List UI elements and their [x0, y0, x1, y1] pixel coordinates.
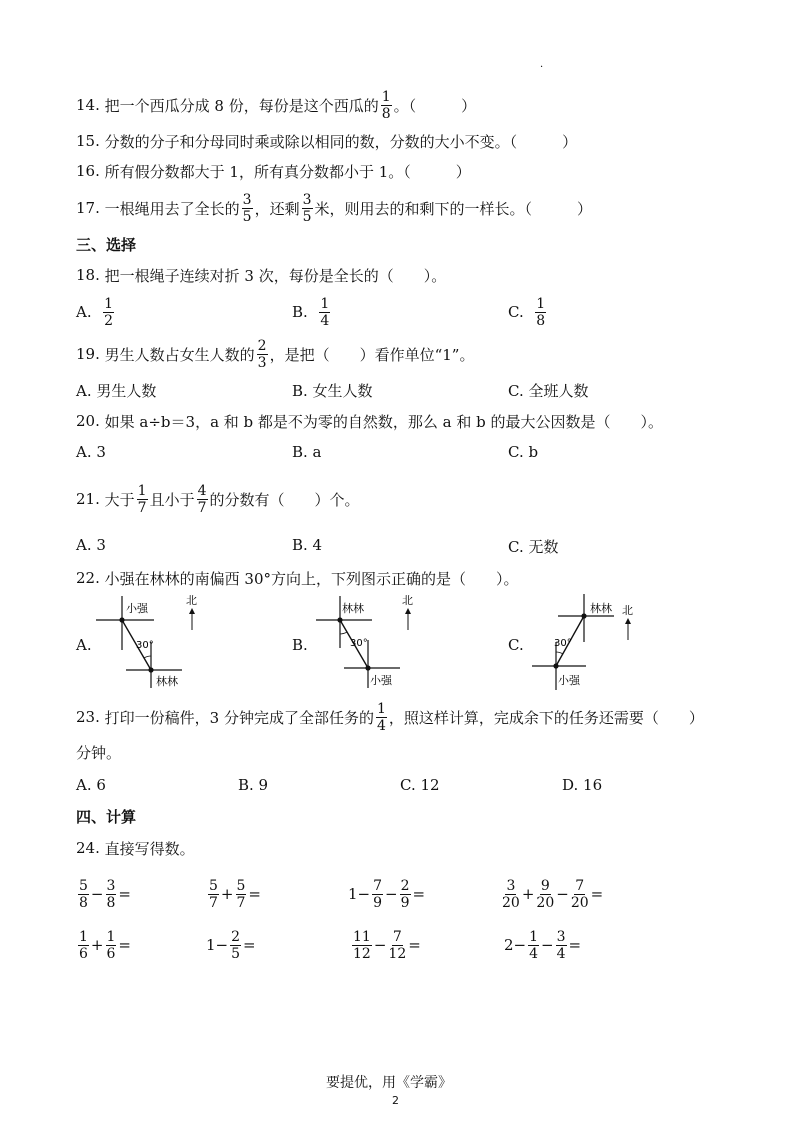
question-text: 且小于 — [149, 490, 195, 509]
fraction: $\frac{1}{8}$ — [536, 295, 546, 329]
question-number: 16. — [76, 162, 100, 180]
question-text: 把一根绳子连续对折 3 次，每份是全长的（ ）。 — [104, 266, 447, 285]
question-19 — [76, 336, 474, 372]
angle-label: 30° — [350, 638, 368, 649]
option-a[interactable]: A. 3 — [76, 536, 106, 554]
top-mark: · — [540, 62, 544, 73]
question-14 — [76, 88, 476, 122]
calc-expression-7: $\frac{11}{12}$ − $\frac{7}{12}$ = — [353, 928, 421, 962]
question-number: 18. — [76, 266, 100, 284]
question-number: 24. — [76, 839, 100, 857]
option-label: B. — [292, 303, 308, 321]
direction-diagram-a — [96, 590, 206, 690]
label-xiaoqiang: 小强 — [126, 602, 148, 615]
question-text: 小强在林林的南偏西 30°方向上，下列图示正确的是（ ）。 — [104, 569, 519, 588]
calc-expression-3: 1− $\frac{7}{9}$ − $\frac{2}{9}$ = — [348, 877, 426, 911]
option-b[interactable]: B. a — [292, 443, 322, 461]
question-text: 所有假分数都大于 1，所有真分数都小于 1。（ ） — [104, 162, 471, 181]
question-24 — [76, 837, 195, 859]
question-text: 的分数有（ ）个。 — [209, 490, 360, 509]
label-xiaoqiang: 小强 — [370, 674, 392, 687]
question-text: 大于 — [104, 490, 135, 509]
calc-expression-8: 2− $\frac{1}{4}$ − $\frac{3}{4}$ = — [504, 928, 582, 962]
north-label: 北 — [622, 604, 633, 617]
question-18 — [76, 264, 446, 286]
option-label: A. — [76, 303, 92, 321]
angle-label: 30° — [554, 638, 572, 649]
option-c[interactable]: C. 全班人数 — [508, 382, 589, 400]
question-15 — [76, 130, 577, 152]
option-b[interactable]: B. 女生人数 — [292, 382, 373, 400]
question-20 — [76, 410, 663, 432]
fraction: $\frac{4}{7}$ — [197, 482, 207, 516]
question-text: 打印一份稿件，3 分钟完成了全部任务的 — [104, 708, 374, 727]
question-number: 15. — [76, 132, 100, 150]
north-arrow-icon — [625, 618, 631, 624]
option-b[interactable] — [292, 294, 332, 330]
page-number: 2 — [392, 1094, 399, 1107]
north-label: 北 — [402, 594, 413, 607]
question-23 — [76, 699, 704, 735]
direction-diagram-b — [312, 590, 422, 690]
question-number: 22. — [76, 569, 100, 587]
option-c[interactable] — [508, 294, 548, 330]
option-label: C. — [508, 303, 524, 321]
option-c[interactable]: C. b — [508, 443, 539, 461]
question-text: 把一个西瓜分成 8 份，每份是这个西瓜的 — [104, 96, 379, 115]
option-a[interactable] — [76, 294, 116, 330]
fraction: $\frac{3}{5}$ — [242, 191, 252, 225]
question-text: 直接写得数。 — [104, 839, 195, 858]
fraction: $\frac{1}{8}$ — [381, 88, 391, 122]
label-linlin: 林林 — [590, 602, 612, 615]
section-heading-calc: 四、计算 — [76, 808, 137, 826]
option-a[interactable]: A. 3 — [76, 443, 106, 461]
option-c[interactable]: C. 无数 — [508, 538, 559, 556]
question-text: 米，则用去的和剩下的一样长。（ ） — [314, 199, 593, 218]
question-number: 17. — [76, 199, 100, 217]
angle-label: 30° — [136, 640, 154, 651]
calc-expression-2: $\frac{5}{7}$ + $\frac{5}{7}$ = — [209, 877, 261, 911]
option-a[interactable]: A. 男生人数 — [76, 382, 157, 400]
label-xiaoqiang: 小强 — [558, 674, 580, 687]
direction-diagram-c — [528, 590, 638, 690]
question-21 — [76, 481, 360, 517]
option-b[interactable]: B. 9 — [238, 776, 269, 794]
answer-blank: 。（ ） — [393, 96, 477, 115]
fraction: $\frac{2}{3}$ — [257, 337, 267, 371]
question-text: 如果 a÷b＝3，a 和 b 都是不为零的自然数，那么 a 和 b 的最大公因数是（ ）。 — [104, 412, 664, 431]
question-text: 一根绳用去了全长的 — [104, 199, 240, 218]
fraction: $\frac{1}{4}$ — [320, 295, 330, 329]
question-text: 男生人数占女生人数的 — [104, 345, 255, 364]
question-23-continuation: 分钟。 — [76, 744, 122, 762]
question-text: ，是把（ ）看作单位“1”。 — [269, 345, 475, 364]
question-17 — [76, 190, 592, 226]
option-a[interactable]: A. — [76, 636, 92, 654]
question-number: 19. — [76, 345, 100, 363]
fraction: $\frac{3}{5}$ — [302, 191, 312, 225]
north-arrow-icon — [189, 608, 195, 614]
label-linlin: 林林 — [156, 675, 178, 688]
fraction: $\frac{1}{4}$ — [376, 700, 386, 734]
question-text: ，还剩 — [254, 199, 300, 218]
question-text: 分数的分子和分母同时乘或除以相同的数，分数的大小不变。（ ） — [104, 132, 578, 151]
fraction: $\frac{1}{2}$ — [104, 295, 114, 329]
calc-expression-6: 1− $\frac{2}{5}$ = — [206, 928, 256, 962]
calc-expression-1: $\frac{5}{8}$ − $\frac{3}{8}$ = — [79, 877, 131, 911]
fraction: $\frac{1}{7}$ — [137, 482, 147, 516]
option-a[interactable]: A. 6 — [76, 776, 106, 794]
north-label: 北 — [186, 594, 197, 607]
footer-slogan: 要提优，用《学霸》 — [326, 1075, 452, 1091]
question-number: 21. — [76, 490, 100, 508]
option-c[interactable]: C. 12 — [400, 776, 440, 794]
question-number: 20. — [76, 412, 100, 430]
question-number: 14. — [76, 96, 100, 114]
question-22 — [76, 567, 519, 589]
option-c[interactable]: C. — [508, 636, 524, 654]
calc-expression-4: $\frac{3}{20}$ + $\frac{9}{20}$ − $\frac{7}{20}$ = — [502, 877, 604, 911]
north-arrow-icon — [405, 608, 411, 614]
calc-expression-5: $\frac{1}{6}$ + $\frac{1}{6}$ = — [79, 928, 131, 962]
option-d[interactable]: D. 16 — [562, 776, 603, 794]
option-b[interactable]: B. 4 — [292, 536, 323, 554]
question-number: 23. — [76, 708, 100, 726]
section-heading-choice: 三、选择 — [76, 236, 137, 254]
option-b[interactable]: B. — [292, 636, 308, 654]
question-text: ，照这样计算，完成余下的任务还需要（ ） — [388, 708, 704, 727]
label-linlin: 林林 — [342, 602, 364, 615]
question-16 — [76, 160, 471, 182]
